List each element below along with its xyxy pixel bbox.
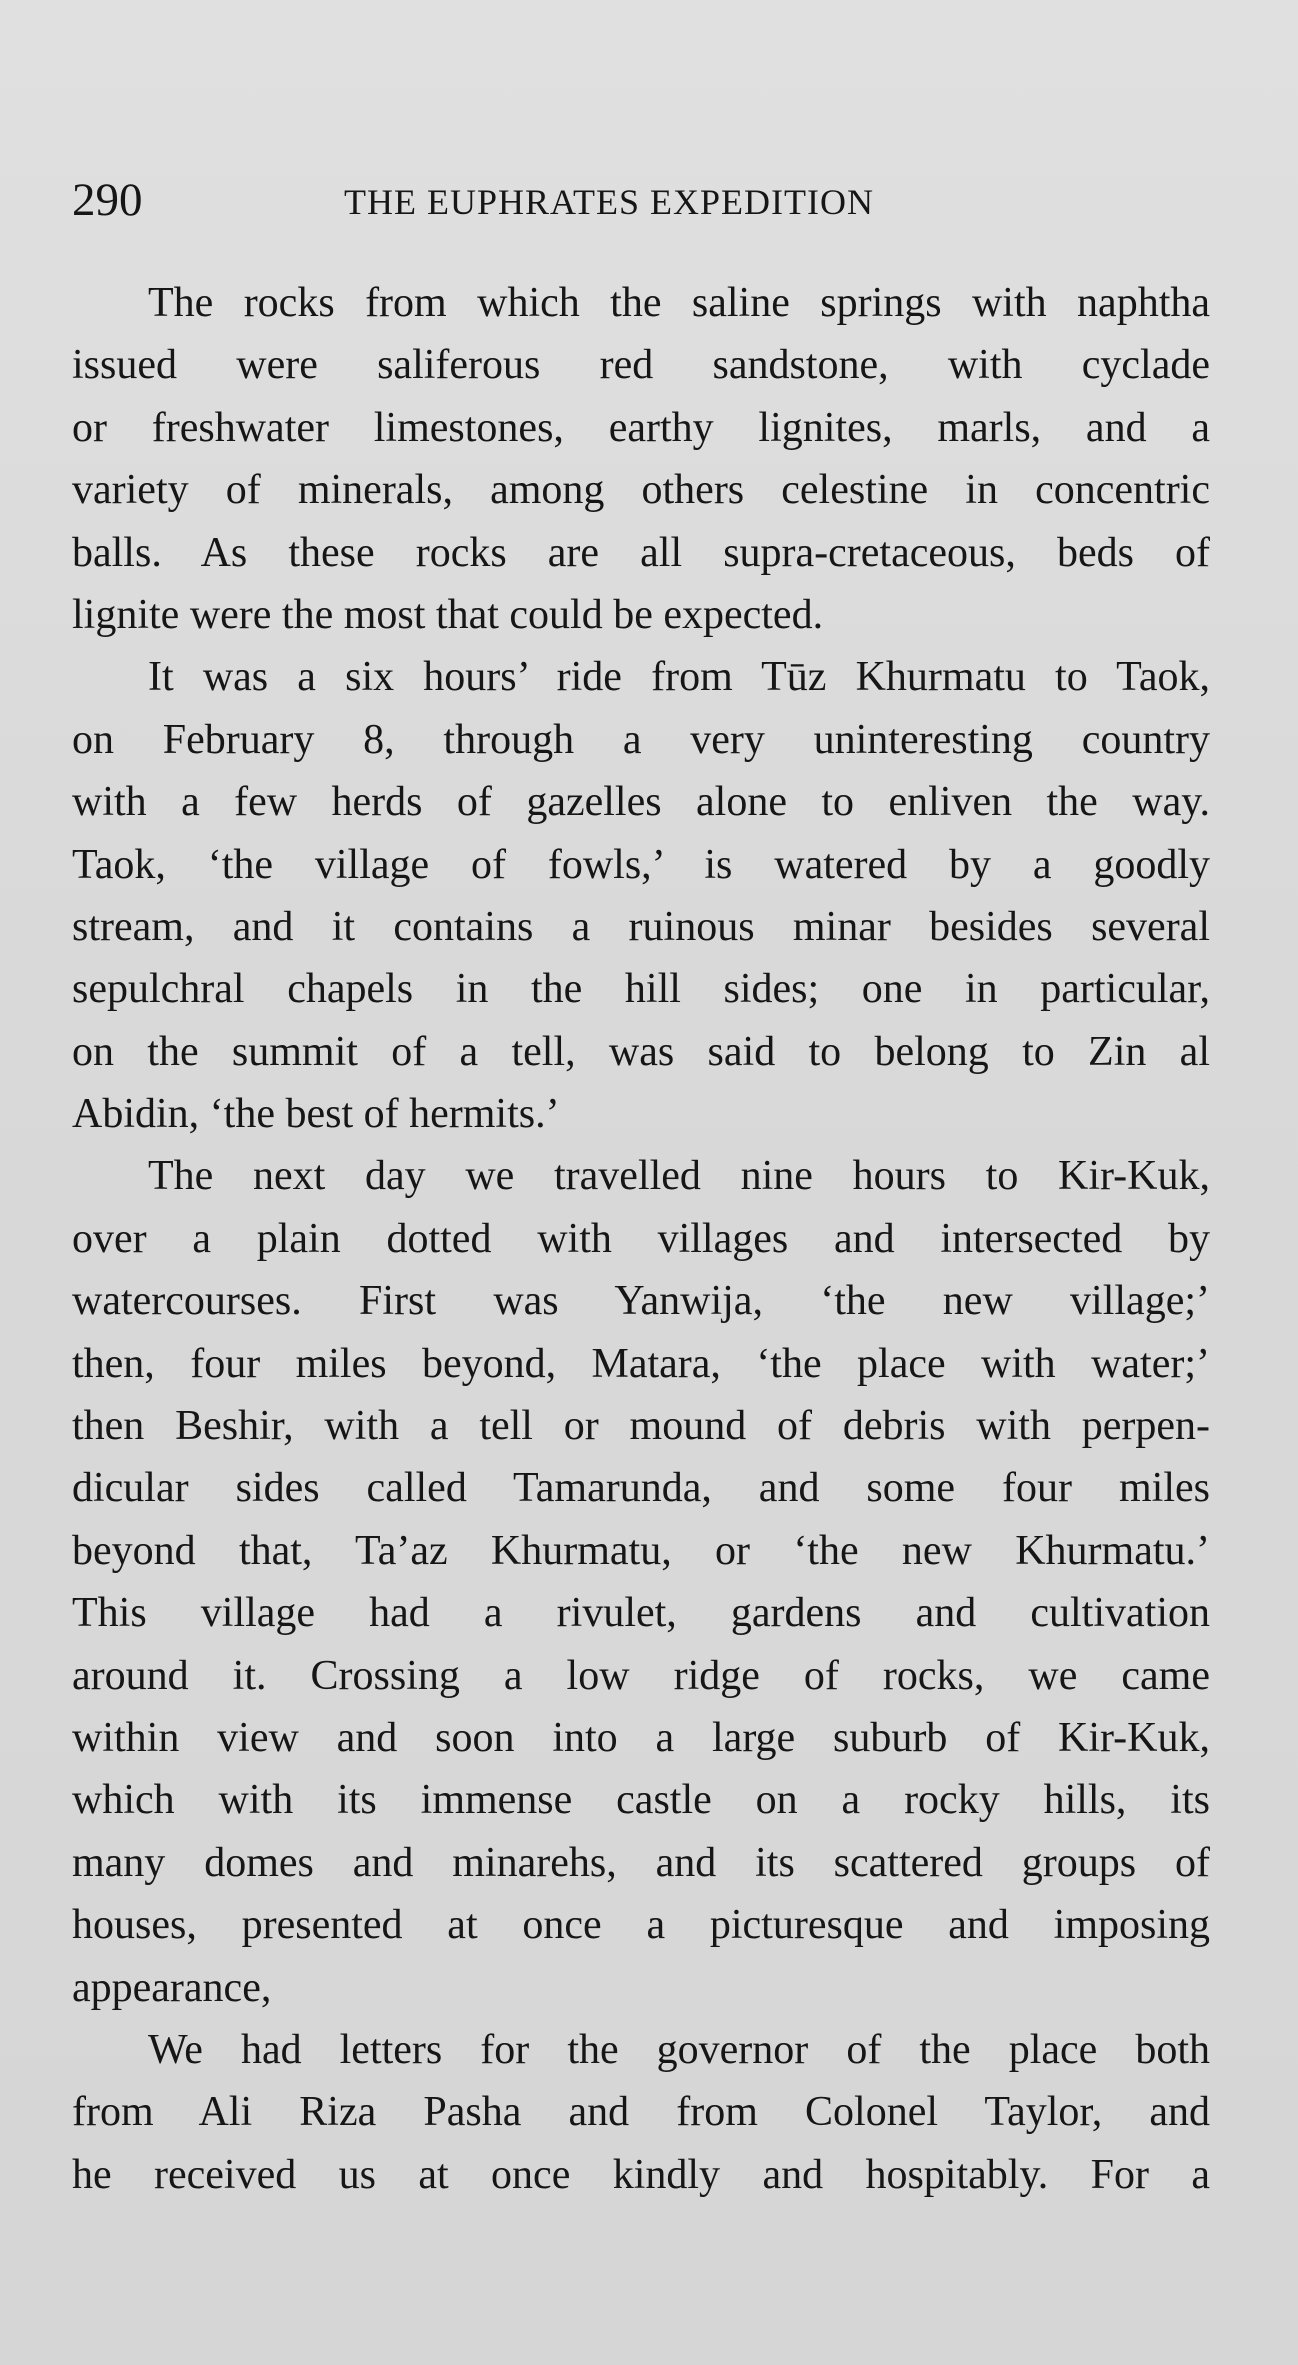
text-line: with a few herds of gazelles alone to enliven the way. — [72, 779, 1210, 826]
text-line: appearance, — [72, 1964, 272, 2011]
text-line: then Beshir, with a tell or mound of debris with perpen- — [72, 1403, 1210, 1450]
text-line: houses, presented at once a picturesque and imposing — [72, 1902, 1210, 1949]
page-number: 290 — [72, 174, 143, 226]
text-line: on the summit of a tell, was said to belong to Zin al — [72, 1028, 1210, 1075]
text-line: watercourses. First was Yanwija, ‘the new village;’ — [72, 1278, 1210, 1325]
text-line: on February 8, through a very uninteresting country — [72, 716, 1210, 763]
text-line: variety of minerals, among others celestine in concentric — [72, 467, 1210, 514]
text-line: then, four miles beyond, Matara, ‘the place with water;’ — [72, 1340, 1210, 1387]
text-line: We had letters for the governor of the place both — [148, 2026, 1210, 2073]
text-line: The next day we travelled nine hours to Kir-Kuk, — [148, 1153, 1210, 1200]
text-line: Abidin, ‘the best of hermits.’ — [72, 1091, 560, 1138]
text-line: It was a six hours’ ride from Tūz Khurmatu to Taok, — [148, 654, 1210, 701]
body-text — [72, 272, 1210, 2206]
text-line: lignite were the most that could be expected. — [72, 591, 824, 638]
text-line: within view and soon into a large suburb of Kir-Kuk, — [72, 1714, 1210, 1761]
running-title: THE EUPHRATES EXPEDITION — [344, 182, 874, 222]
text-line: from Ali Riza Pasha and from Colonel Taylor, and — [72, 2089, 1210, 2136]
text-line: sepulchral chapels in the hill sides; one in particular, — [72, 966, 1210, 1013]
text-line: dicular sides called Tamarunda, and some four miles — [72, 1465, 1210, 1512]
page-header — [72, 170, 1202, 230]
text-line: or freshwater limestones, earthy lignites, marls, and a — [72, 404, 1210, 451]
text-line: Taok, ‘the village of fowls,’ is watered by a goodly — [72, 841, 1210, 888]
text-line: This village had a rivulet, gardens and cultivation — [72, 1590, 1210, 1637]
text-line: stream, and it contains a ruinous minar besides several — [72, 903, 1210, 950]
text-line: balls. As these rocks are all supra-cretaceous, beds of — [72, 529, 1210, 576]
text-line: which with its immense castle on a rocky hills, its — [72, 1777, 1210, 1824]
text-line: he received us at once kindly and hospitably. For a — [72, 2151, 1210, 2198]
text-line: around it. Crossing a low ridge of rocks, we came — [72, 1652, 1210, 1699]
text-line: The rocks from which the saline springs with naphtha — [148, 280, 1210, 326]
text-line: beyond that, Ta’az Khurmatu, or ‘the new Khurmatu.’ — [72, 1527, 1210, 1574]
text-line: many domes and minarehs, and its scattered groups of — [72, 1839, 1210, 1886]
text-line: issued were saliferous red sandstone, with cyclade — [72, 342, 1210, 389]
text-line: over a plain dotted with villages and intersected by — [72, 1215, 1210, 1262]
